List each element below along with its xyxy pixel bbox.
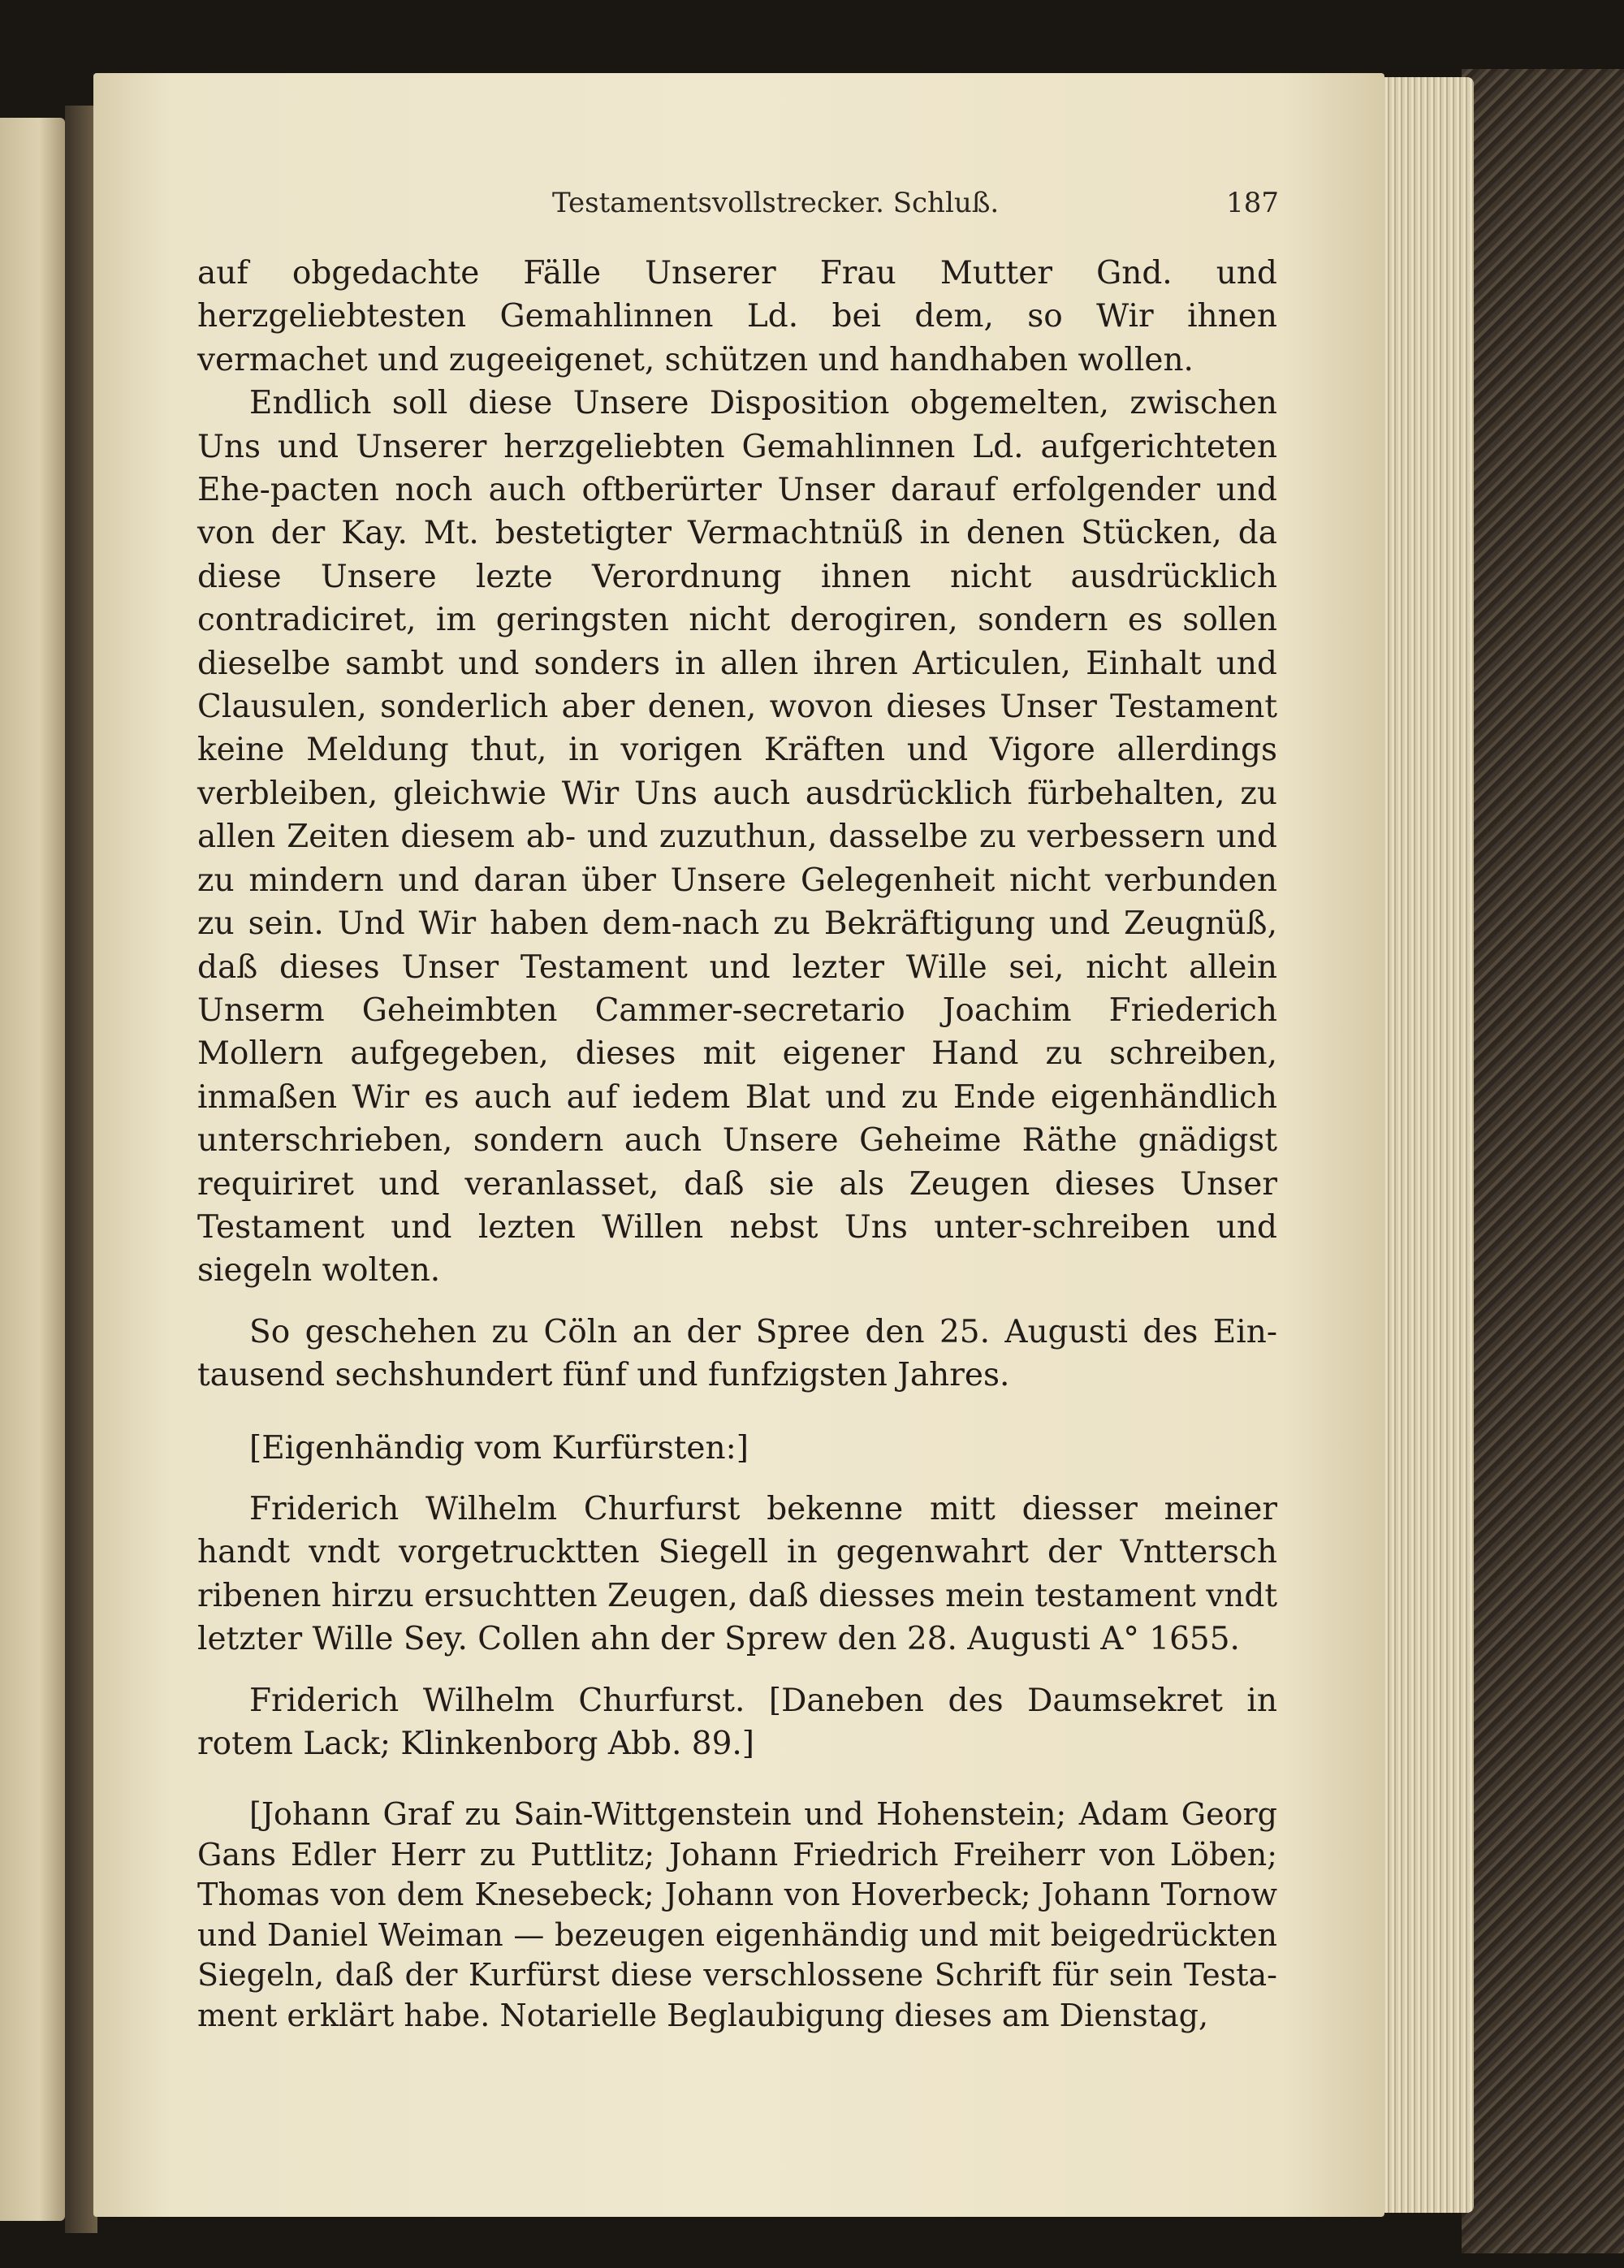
paragraph-dating: So geschehen zu Cöln an der Spree den 25. Augusti des Ein-tausend sechshundert fünf und funfzigsten Jahres. xyxy=(197,1313,1277,1394)
book-gutter xyxy=(65,106,97,2233)
paragraph-autograph-note: [Eigenhändig vom Kurfürsten:] xyxy=(249,1429,749,1467)
paragraph-continuation: auf obgedachte Fälle Unserer Frau Mutter Gnd. und herzgeliebtesten Gemahlinnen Ld. bei dem, so Wir ihnen vermachet und zugeeigenet, schützen und handhaben wollen. xyxy=(197,255,1277,378)
left-page-edge xyxy=(0,118,65,2221)
paragraph-elector-declaration: Friderich Wilhelm Churfurst bekenne mitt diesser meiner handt vndt vorgetrucktten Siegell in gegenwahrt der Vnttersch ribenen hirzu ersuchtten Zeugen, daß diesses mein testament vndt letzter Wille Sey. Collen ahn der Sprew den 28. Augusti A° 1655. xyxy=(197,1490,1277,1658)
body-text xyxy=(197,252,1277,2036)
paragraph-witnesses: [Johann Graf zu Sain-Wittgenstein und Hohenstein; Adam Georg Gans Edler Herr zu Puttlitz; Johann Friedrich Freiherr von Löben; Thomas von dem Knesebeck; Johann von Hoverbeck; Johann Tornow und Daniel Weiman — bezeugen eigenhändig und mit beigedrückten Siegeln, daß der Kurfürst diese verschlossene Schrift für sein Testa-ment erklärt habe. Notarielle Beglaubigung dieses am Dienstag, xyxy=(197,1796,1277,2033)
book-cover-edge xyxy=(1462,69,1624,2253)
paragraph-disposition: Endlich soll diese Unsere Disposition obgemelten, zwischen Uns und Unserer herzgeliebten Gemahlinnen Ld. aufgerichteten Ehe-pacten noch auch oftberürter Unser darauf erfolgender und von der Kay. Mt. bestetigter Vermachtnüß in denen Stücken, da diese Unsere lezte Verordnung ihnen nicht ausdrücklich contradiciret, im geringsten nicht derogiren, sondern es sollen dieselbe sambt und sonders in allen ihren Articulen, Einhalt und Clausulen, sonderlich aber denen, wovon dieses Unser Testament keine Meldung thut, in vorigen Kräften und Vigore allerdings verbleiben, gleichwie Wir Uns auch ausdrücklich fürbehalten, zu allen Zeiten diesem ab- und zuzuthun, dasselbe zu verbessern und zu mindern und daran über Unsere Gelegenheit nicht verbunden zu sein. Und Wir haben dem-nach zu Bekräftigung und Zeugnüß, daß dieses Unser Testament und lezter Wille sei, nicht allein Unserm Geheimbten Cammer-secretario Joachim Friederich Mollern aufgegeben, dieses mit eigener Hand zu schreiben, inmaßen Wir es auch auf iedem Blat und zu Ende eigenhändlich unterschrieben, sondern auch Unsere Geheime Räthe gnädigst requiriret und veranlasset, daß sie als Zeugen dieses Unser Testament und lezten Willen nebst Uns unter-schreiben und siegeln wolten. xyxy=(197,385,1277,1290)
page-stack-edge xyxy=(1372,77,1474,2213)
running-title: Testamentsvollstrecker. Schluß. xyxy=(552,187,1000,219)
paragraph-signature: Friderich Wilhelm Churfurst. [Daneben des Daumsekret in rotem Lack; Klinkenborg Abb. 89.] xyxy=(197,1682,1277,1762)
page-number: 187 xyxy=(1226,187,1279,219)
book-page xyxy=(93,73,1384,2217)
